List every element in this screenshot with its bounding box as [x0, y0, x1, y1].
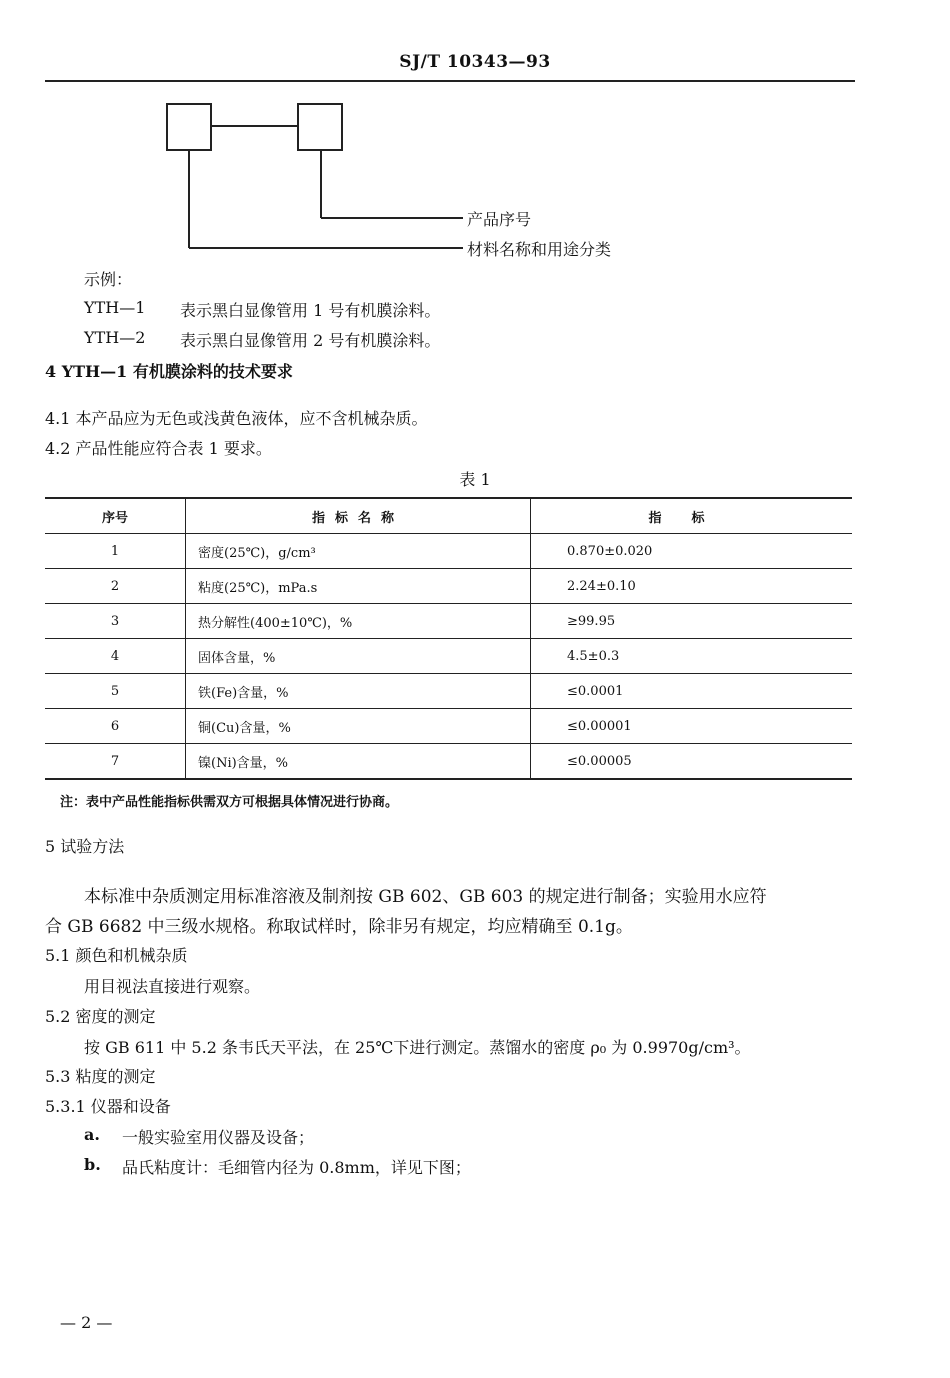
standard-code-header: SJ/T 10343—93 [399, 52, 551, 72]
clause-5-1-title: 5.1 颜色和机械杂质 [45, 946, 188, 965]
clause-5-3-title: 5.3 粘度的测定 [45, 1067, 156, 1086]
clause-5-2-title: 5.2 密度的测定 [45, 1007, 156, 1026]
example-desc-2: 表示黑白显像管用 2 号有机膜涂料。 [180, 331, 441, 350]
section-5-heading: 5 试验方法 [45, 837, 125, 856]
section-5-intro-line-1: 本标准中杂质测定用标准溶液及制剂按 GB 602、GB 603 的规定进行制备；实验用水应符 [84, 887, 767, 907]
table-note: 注：表中产品性能指标供需双方可根据具体情况进行协商。 [60, 795, 399, 810]
example-desc-1: 表示黑白显像管用 1 号有机膜涂料。 [180, 301, 441, 320]
example-code-2: YTH—2 [84, 328, 146, 347]
diagram-box-2 [298, 104, 342, 150]
cell-item: 镍(Ni)含量，% [186, 744, 531, 780]
cell-item: 固体含量，% [186, 639, 531, 674]
clause-5-3-1-title: 5.3.1 仪器和设备 [45, 1097, 171, 1116]
cell-seq: 5 [45, 674, 186, 709]
cell-spec: 2.24±0.10 [531, 569, 853, 604]
item-b-text: 品氏粘度计：毛细管内径为 0.8mm，详见下图； [122, 1158, 471, 1177]
cell-seq: 7 [45, 744, 186, 780]
cell-spec: ≤0.0001 [531, 674, 853, 709]
cell-seq: 1 [45, 534, 186, 569]
clause-4-2: 4.2 产品性能应符合表 1 要求。 [45, 439, 272, 458]
clause-4-1: 4.1 本产品应为无色或浅黄色液体，应不含机械杂质。 [45, 409, 428, 428]
diagram-label-product-no: 产品序号 [467, 210, 532, 229]
cell-spec: ≤0.00001 [531, 709, 853, 744]
item-b-marker: b. [84, 1155, 101, 1174]
header-spec: 指标 [531, 498, 853, 534]
example-title: 示例： [84, 270, 133, 289]
table-row [45, 674, 852, 709]
cell-spec: 0.870±0.020 [531, 534, 853, 569]
section-5-intro-line-2: 合 GB 6682 中三级水规格。称取试样时，除非另有规定，均应精确至 0.1g。 [45, 917, 633, 937]
cell-spec: ≥99.95 [531, 604, 853, 639]
diagram-box-1 [167, 104, 211, 150]
cell-item: 密度(25℃)，g/cm³ [186, 534, 531, 569]
table-row [45, 534, 852, 569]
item-a-text: 一般实验室用仪器及设备； [122, 1128, 315, 1147]
cell-seq: 4 [45, 639, 186, 674]
cell-seq: 6 [45, 709, 186, 744]
diagram-label-material: 材料名称和用途分类 [467, 240, 612, 259]
header-item-name: 指标名称 [186, 498, 531, 534]
table-row [45, 639, 852, 674]
table-row [45, 709, 852, 744]
cell-spec: ≤0.00005 [531, 744, 853, 780]
spec-table [45, 497, 852, 780]
item-a-marker: a. [84, 1125, 100, 1144]
page-number: — 2 — [60, 1313, 113, 1332]
clause-5-2-body: 按 GB 611 中 5.2 条韦氏天平法，在 25℃下进行测定。蒸馏水的密度 ρ₀ 为 0.9970g/cm³。 [84, 1038, 751, 1057]
table-row [45, 744, 852, 780]
cell-seq: 3 [45, 604, 186, 639]
table-row [45, 569, 852, 604]
table-caption: 表 1 [459, 470, 491, 489]
cell-item: 热分解性(400±10℃)，% [186, 604, 531, 639]
cell-item: 粘度(25℃)，mPa.s [186, 569, 531, 604]
example-code-1: YTH—1 [84, 298, 146, 317]
header-seq: 序号 [45, 498, 186, 534]
cell-item: 铜(Cu)含量，% [186, 709, 531, 744]
clause-5-1-body: 用目视法直接进行观察。 [84, 977, 261, 996]
cell-item: 铁(Fe)含量，% [186, 674, 531, 709]
table-row [45, 604, 852, 639]
cell-spec: 4.5±0.3 [531, 639, 853, 674]
cell-seq: 2 [45, 569, 186, 604]
section-4-heading: 4 YTH—1 有机膜涂料的技术要求 [45, 362, 293, 381]
table-header-row [45, 498, 852, 534]
